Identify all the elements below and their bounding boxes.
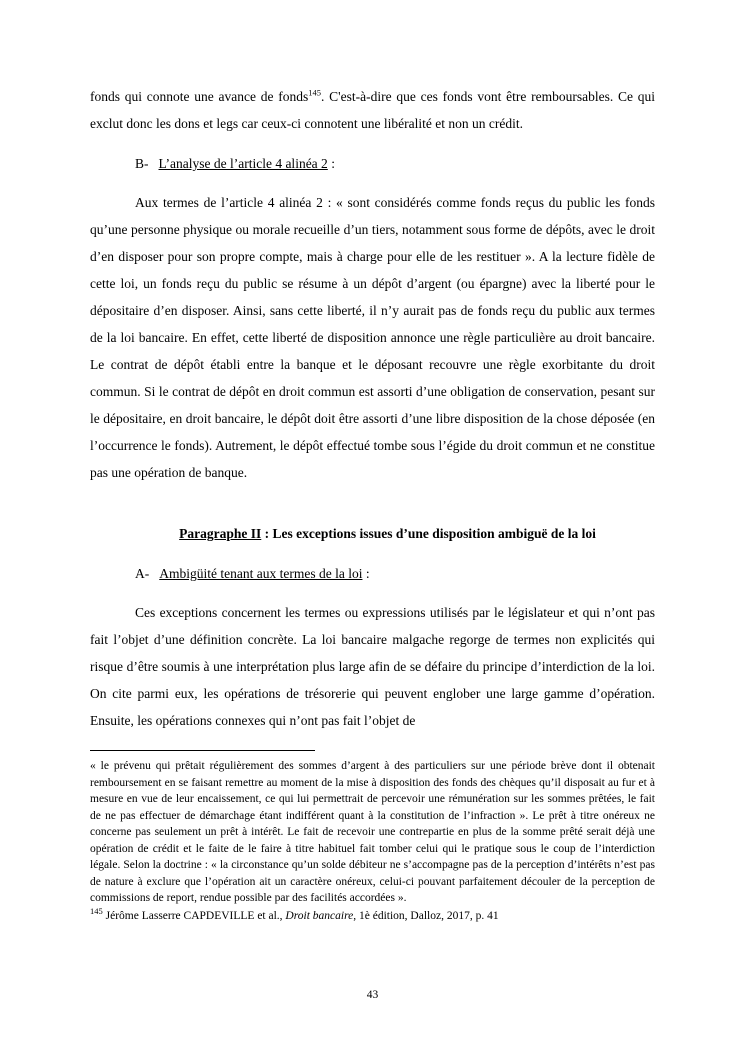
heading-title: Paragraphe II: [179, 526, 262, 541]
section-heading-a: [135, 560, 655, 587]
section-heading-b: [135, 150, 655, 177]
paragraphe-ii-heading: [90, 520, 655, 547]
heading-title: L’analyse de l’article 4 alinéa 2: [158, 156, 328, 171]
footnote-separator: [90, 750, 315, 751]
paragraph-text: fonds qui connote une avance de fonds: [90, 89, 309, 104]
footnote-book-title: Droit bancaire: [285, 909, 354, 922]
footnote-text: Jérôme Lasserre CAPDEVILLE et al.,: [102, 909, 286, 922]
footnote-number: 145: [90, 905, 103, 916]
footnote-145: [90, 905, 655, 925]
paragraph-text: . C'est-à-dire que ces fonds vont être remboursables. Ce qui exclut donc les dons et legs car ceux-ci connotent une libéralité et non un crédit.: [90, 89, 655, 131]
heading-label: A-: [135, 566, 150, 581]
footnote-text: , 1è édition, Dalloz, 2017, p. 41: [353, 909, 499, 922]
paragraph-continuation: [90, 83, 655, 137]
heading-suffix: :: [327, 156, 335, 171]
paragraph-article-4-alinea-2: Aux termes de l’article 4 alinéa 2 : « sont considérés comme fonds reçus du public les fonds qu’une personne physique ou morale recueille d’un tiers, notamment sous forme de dépôts, avec le droit d’en disposer pour son propre compte, mais à charge pour elle de les restituer ». A la lecture fidèle de cette loi, un fonds reçu du public se résume à un dépôt d’argent (ou épargne) avec la liberté pour le dépositaire d’en disposer. Ainsi, sans cette liberté, il n’y aurait pas de fonds reçu du public aux termes de la loi bancaire. En effet, cette liberté de disposition annonce une règle particulière au droit bancaire. Le contrat de dépôt établi entre la banque et le déposant recouvre une règle exorbitante du droit commun. Si le contrat de dépôt en droit commun est assorti d’une obligation de conservation, pesant sur le dépositaire, en droit bancaire, le dépôt doit être assorti d’une libre disposition de la chose déposée (en l’occurrence le fonds). Autrement, le dépôt effectué tombe sous l’égide du droit commun et ne constitue pas une opération de banque.: [90, 195, 655, 480]
page-number: 43: [366, 989, 379, 1001]
heading-suffix: :: [362, 566, 370, 581]
heading-title: Ambigüité tenant aux termes de la loi: [159, 566, 363, 581]
heading-rest: : Les exceptions issues d’une disposition ambiguë de la loi: [261, 526, 596, 541]
heading-label: B-: [135, 156, 149, 171]
footnote-continuation-text: « le prévenu qui prêtait régulièrement des sommes d’argent à des particuliers sur une période brève dont il obtenait remboursement en se faisant remettre au moment de la mise à disposition des fonds des chèques qu’il disposait au fur et à mesure en vue de leur encaissement, ce qui lui permettrait de percevoir une rémunération sur les sommes prêtées, le fait de ne pas effectuer de démarchage étant indifférent quant à la constitution de l’infraction ». Le prêt à titre onéreux ne concerne pas seulement un prêt à intérêt. Le fait de recevoir une contrepartie en plus de la somme prêté serait déjà une opération de crédit et le faite de le faire à titre habituel fait tomber celui qui le pratique sous le coup de l’interdiction légale. Selon la doctrine : « la circonstance qu’un solde débiteur ne s’accompagne pas de la perception d’intérêts n’est pas de nature à exclure que l’opération ait un caractère onéreux, celui-ci pouvant parfaitement découler de la perception de commissions de report, rendue possible par des facilités accordées ».: [90, 760, 655, 904]
paragraph-exceptions: Ces exceptions concernent les termes ou expressions utilisés par le législateur et qui n’ont pas fait l’objet d’une définition concrète. La loi bancaire malgache regorge de termes non explicités qui risque d’être soumis à une interprétation plus large afin de se défaire du principe d’interdiction de la loi. On cite parmi eux, les opérations de trésorerie qui peuvent englober une large gamme d’opération. Ensuite, les opérations connexes qui n’ont pas fait l’objet de: [90, 605, 655, 728]
footnote-reference-145[interactable]: 145: [308, 87, 322, 98]
